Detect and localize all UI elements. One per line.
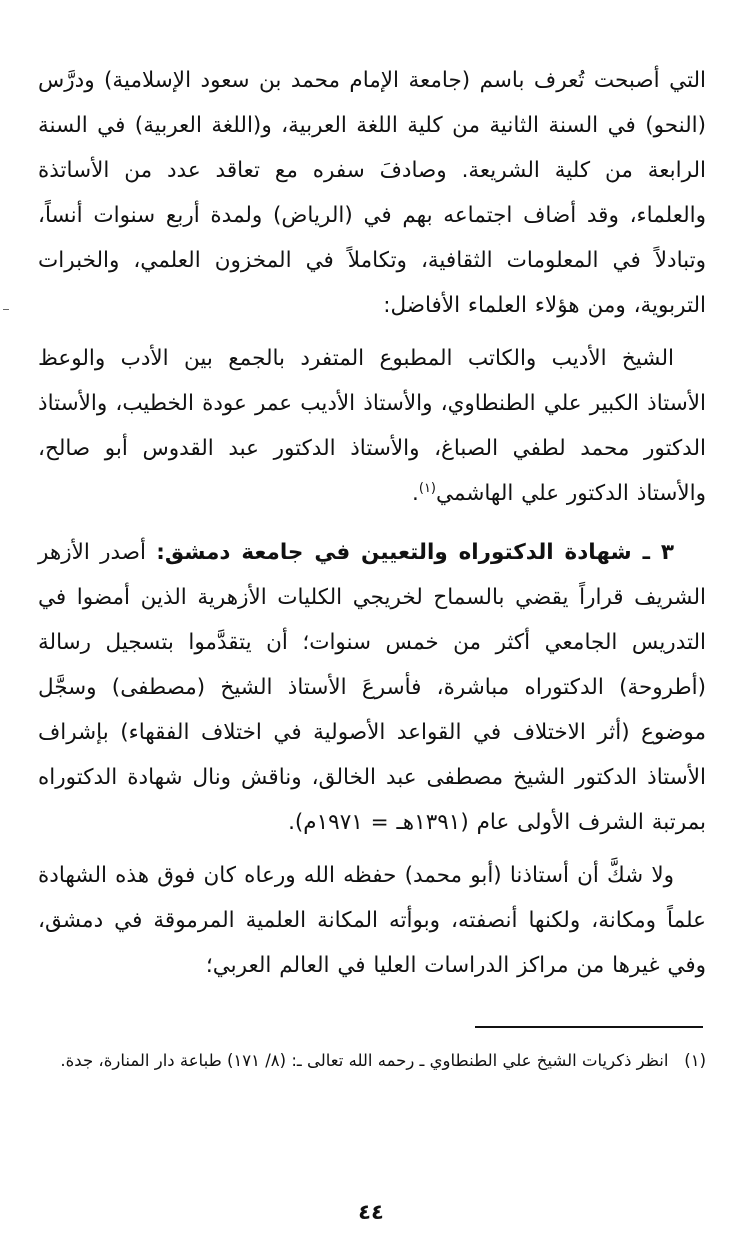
footnote-text: انظر ذكريات الشيخ علي الطنطاوي ـ رحمه الله تعالى ـ: (٨/ ١٧١) طباعة دار المنارة، جدة. (60, 1051, 669, 1070)
footnote-marker: (١) (684, 1051, 706, 1070)
paragraph-2-text: الشيخ الأديب والكاتب المطبوع المتفرد بالجمع بين الأدب والوعظ الأستاذ الكبير علي الطنطاوي، والأستاذ الأديب عمر عودة الخطيب، والأستاذ الدكتور محمد لطفي الصباغ، والأستاذ الدكتور عبد القدوس أبو صالح، والأستاذ الدكتور علي الهاشمي (38, 346, 706, 506)
section-heading: ٣ ـ شهادة الدكتوراه والتعيين في جامعة دمشق: (156, 540, 674, 565)
page-number: ٤٤ (358, 1200, 384, 1224)
margin-mark (3, 309, 9, 310)
paragraph-4: ولا شكَّ أن أستاذنا (أبو محمد) حفظه الله ورعاه كان فوق هذه الشهادة علماً ومكانة، ولكنها أنصفته، وبوأته المكانة العلمية المرموقة في دمشق، وفي غيرها من مراكز الدراسات العليا في العالم العربي؛ (38, 863, 706, 978)
paragraph-2 (38, 336, 706, 516)
paragraph-3-text: أصدر الأزهر الشريف قراراً يقضي بالسماح لخريجي الكليات الأزهرية الذين أمضوا في التدريس الجامعي أكثر من خمس سنوات؛ أن يتقدَّموا بتسجيل رسالة (أطروحة) الدكتوراه مباشرة، فأسرعَ الأستاذ الشيخ (مصطفى) وسجَّل موضوع (أثر الاختلاف في القواعد الأصولية في اختلاف الفقهاء) بإشراف الأستاذ الدكتور الشيخ مصطفى عبد الخالق، وناقش ونال شهادة الدكتوراه بمرتبة الشرف الأولى عام (١٣٩١هـ = ١٩٧١م). (38, 540, 706, 835)
paragraph-2-end: . (412, 481, 419, 506)
footnote-divider (475, 1026, 703, 1028)
paragraph-3 (38, 530, 706, 845)
footnote (38, 1045, 706, 1077)
footnote-reference[interactable]: (١) (418, 480, 436, 496)
paragraph-1: التي أصبحت تُعرف باسم (جامعة الإمام محمد بن سعود الإسلامية) ودرَّس (النحو) في السنة الثانية من كلية اللغة العربية، و(اللغة العربية) في السنة الرابعة من كلية الشريعة. وصادفَ سفره مع تعاقد عدد من الأساتذة والعلماء، وقد أضاف اجتماعه بهم في (الرياض) ولمدة أربع سنوات أنساً، وتبادلاً في المعلومات الثقافية، وتكاملاً في المخزون العلمي، والخبرات التربوية، ومن هؤلاء العلماء الأفاضل: (38, 68, 706, 318)
page-body (38, 58, 706, 988)
